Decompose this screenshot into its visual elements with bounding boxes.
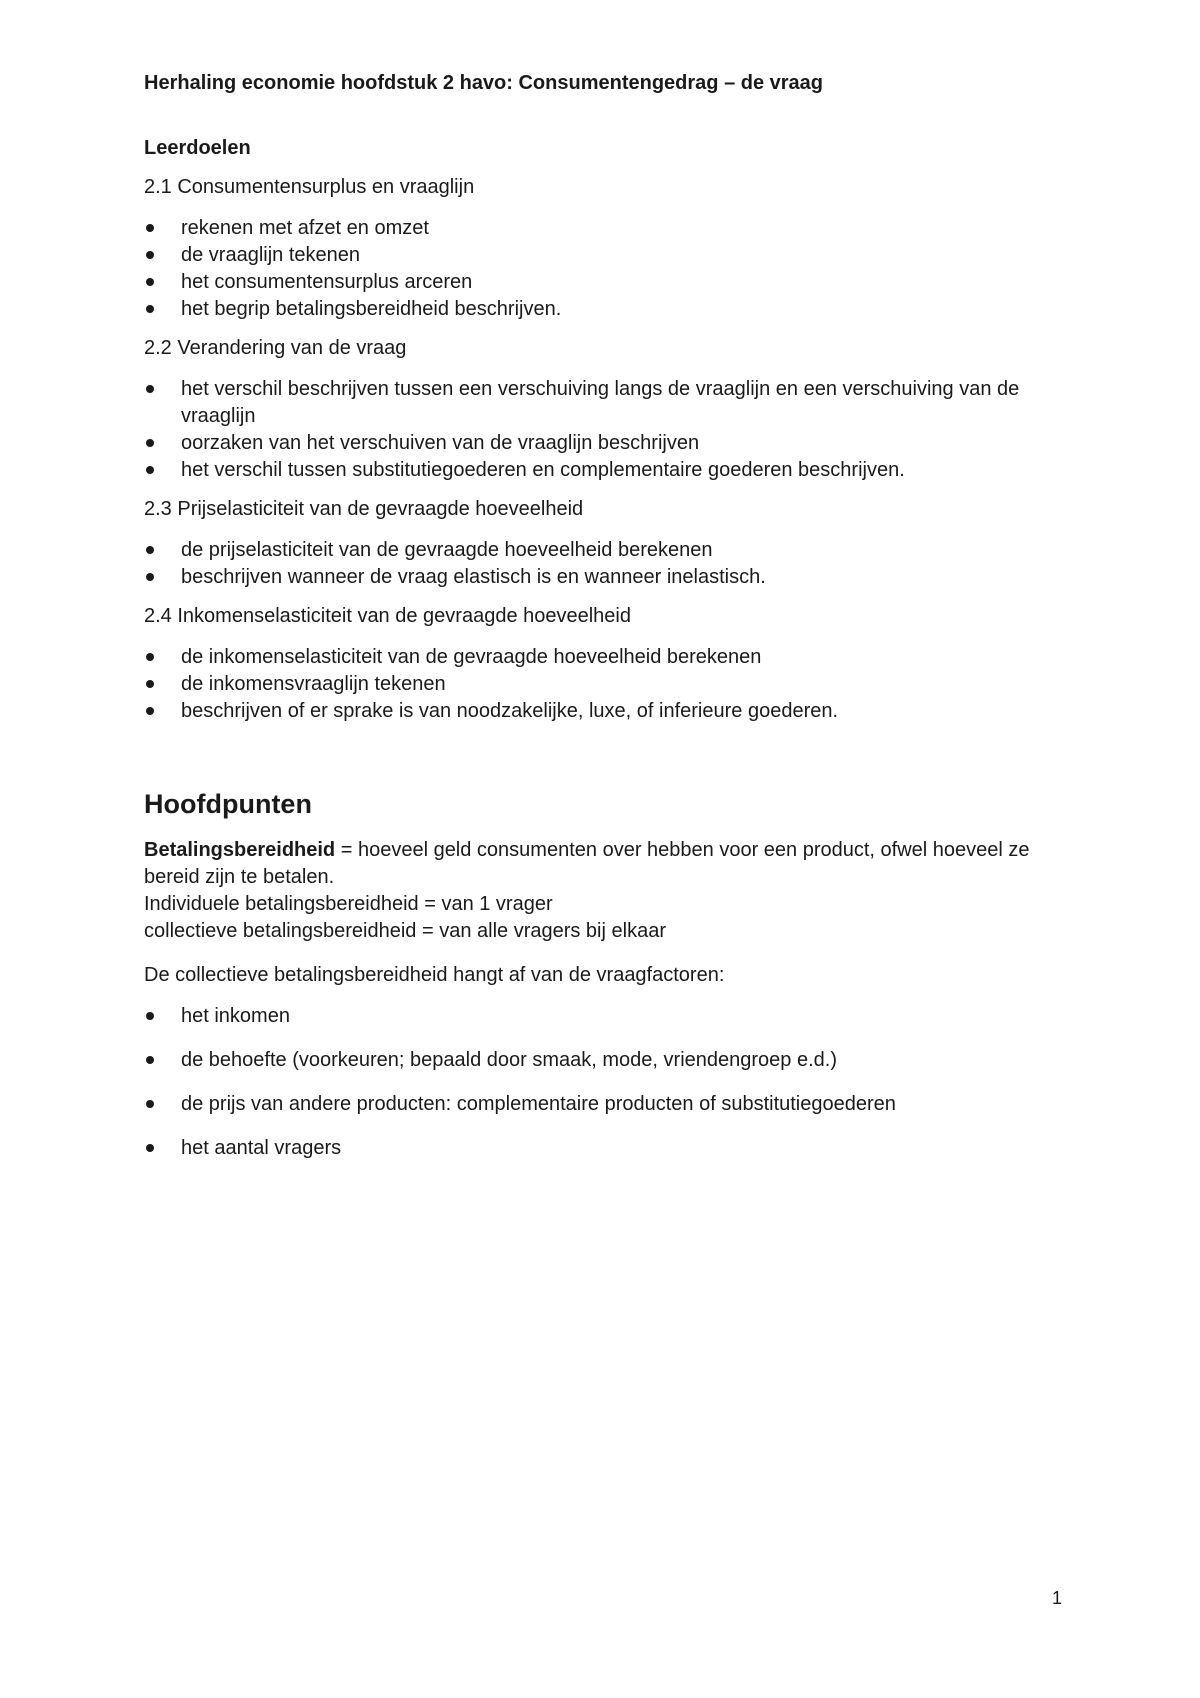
section-2-3-list [144,537,1064,591]
definition-term: Betalingsbereidheid [144,839,336,861]
bullet-icon [146,680,154,688]
bullet-icon [146,546,154,554]
list-item: de prijselasticiteit van de gevraagde hoeveelheid berekenen [144,537,1064,564]
bullet-icon [146,1144,154,1152]
bullet-icon [146,251,154,259]
definition-text: = hoeveel geld consumenten over hebben voor een product, ofwel hoeveel ze bereid zijn te betalen. [144,839,1030,888]
bullet-icon [146,653,154,661]
section-2-1-title: 2.1 Consumentensurplus en vraaglijn [144,176,475,198]
factors-list [144,1003,1064,1162]
definition-paragraph [144,837,1064,891]
individual-definition: Individuele betalingsbereidheid = van 1 vrager [144,893,553,915]
list-item: het consumentensurplus arceren [144,269,1064,296]
list-item: de prijs van andere producten: complementaire producten of substitutiegoederen [144,1091,1064,1118]
bullet-icon [146,224,154,232]
list-item: het aantal vragers [144,1135,1064,1162]
bullet-icon [146,439,154,447]
list-item: het verschil tussen substitutiegoederen en complementaire goederen beschrijven. [144,457,1064,484]
bullet-icon [146,466,154,474]
page-content [144,70,1064,1179]
collective-definition: collectieve betalingsbereidheid = van alle vragers bij elkaar [144,920,666,942]
list-item: beschrijven wanneer de vraag elastisch is en wanneer inelastisch. [144,564,1064,591]
bullet-icon [146,1012,154,1020]
list-item: de vraaglijn tekenen [144,242,1064,269]
bullet-icon [146,707,154,715]
bullet-icon [146,1056,154,1064]
list-item: de behoefte (voorkeuren; bepaald door smaak, mode, vriendengroep e.d.) [144,1047,1064,1074]
section-2-3-title: 2.3 Prijselasticiteit van de gevraagde hoeveelheid [144,498,584,520]
section-2-2-title: 2.2 Verandering van de vraag [144,337,407,359]
list-item: het verschil beschrijven tussen een verschuiving langs de vraaglijn en een verschuiving van de vraaglijn [144,376,1064,430]
page-number: 1 [1052,1588,1063,1608]
list-item: beschrijven of er sprake is van noodzakelijke, luxe, of inferieure goederen. [144,698,1064,725]
bullet-icon [146,278,154,286]
factors-intro: De collectieve betalingsbereidheid hangt af van de vraagfactoren: [144,964,725,986]
bullet-icon [146,385,154,393]
bullet-icon [146,1100,154,1108]
list-item: het inkomen [144,1003,1064,1030]
leerdoelen-heading: Leerdoelen [144,137,251,159]
section-2-2-list [144,376,1064,484]
list-item: oorzaken van het verschuiven van de vraaglijn beschrijven [144,430,1064,457]
list-item: de inkomensvraaglijn tekenen [144,671,1064,698]
document-title: Herhaling economie hoofdstuk 2 havo: Consumentengedrag – de vraag [144,72,824,94]
bullet-icon [146,573,154,581]
list-item: rekenen met afzet en omzet [144,215,1064,242]
list-item: de inkomenselasticiteit van de gevraagde hoeveelheid berekenen [144,644,1064,671]
bullet-icon [146,305,154,313]
section-2-4-list [144,644,1064,725]
list-item: het begrip betalingsbereidheid beschrijven. [144,296,1064,323]
section-2-1-list [144,215,1064,323]
section-2-4-title: 2.4 Inkomenselasticiteit van de gevraagde hoeveelheid [144,605,631,627]
hoofdpunten-heading: Hoofdpunten [144,789,312,819]
